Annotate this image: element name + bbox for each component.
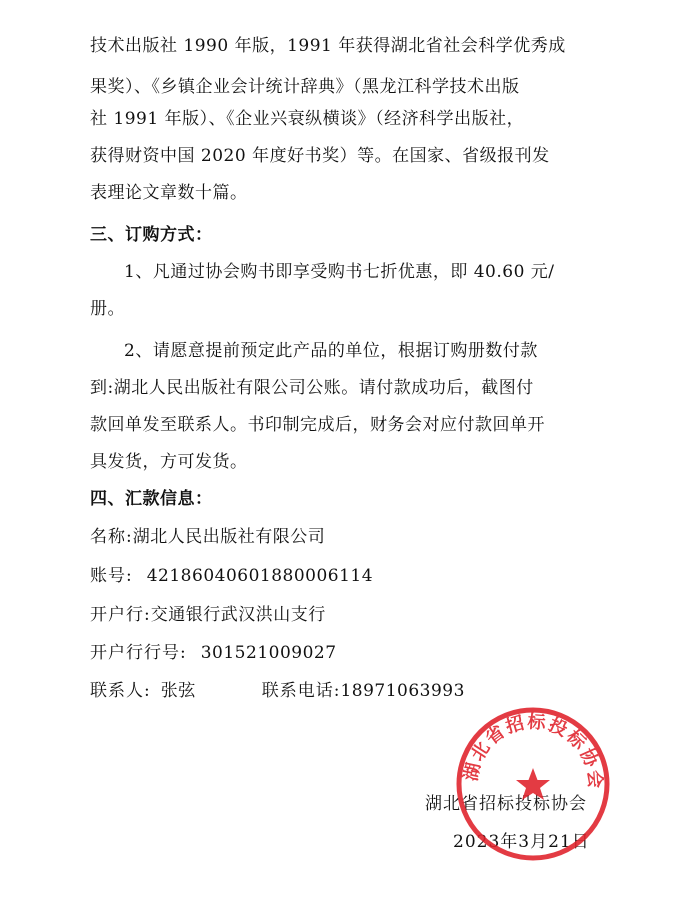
bank-value: 交通银行武汉洪山支行 xyxy=(150,605,326,625)
section4-heading: 四、汇款信息： xyxy=(90,489,213,509)
order-item2-line: 2、请愿意提前预定此产品的单位，根据订购册数付款 xyxy=(124,341,538,361)
phone-label: 联系电话: xyxy=(261,681,341,701)
contact-label: 联系人: xyxy=(90,681,151,701)
payee-name-label: 名称: xyxy=(90,527,133,547)
paragraph-line: 表理论文章数十篇。 xyxy=(90,183,248,203)
signature-date: 2023年3月21日 xyxy=(453,832,590,852)
payee-name-value: 湖北人民出版社有限公司 xyxy=(132,527,326,547)
bank-code-value: 301521009027 xyxy=(200,643,337,663)
official-seal-icon xyxy=(453,704,613,864)
seal-star-icon xyxy=(516,768,550,800)
signature-org: 湖北省招标投标协会 xyxy=(425,794,587,814)
seal-text: 湖北省招标投标协会 xyxy=(460,711,606,791)
contact-value: 张弦 xyxy=(160,681,196,701)
paragraph-line: 技术出版社 1990 年版，1991 年获得湖北省社会科学优秀成 xyxy=(90,36,566,56)
order-item1-line: 册。 xyxy=(90,299,125,319)
contact-row xyxy=(90,679,610,703)
account-row xyxy=(90,564,610,588)
section3-heading: 三、订购方式： xyxy=(90,225,213,245)
account-value: 42186040601880006114 xyxy=(146,566,374,586)
paragraph-line: 获得财资中国 2020 年度好书奖）等。在国家、省级报刊发 xyxy=(90,146,550,166)
order-item2-line: 款回单发至联系人。书印制完成后，财务会对应付款回单开 xyxy=(90,415,545,435)
paragraph-line: 果奖）、《乡镇企业会计统计辞典》（黑龙江科学技术出版 xyxy=(90,77,520,97)
bank-code-label: 开户行行号: xyxy=(90,643,187,663)
order-item1-line: 1、凡通过协会购书即享受购书七折优惠，即 40.60 元/ xyxy=(124,262,555,282)
order-item2-line: 到:湖北人民出版社有限公司公账。请付款成功后，截图付 xyxy=(90,378,534,398)
bank-row xyxy=(90,603,610,627)
bank-code-row xyxy=(90,641,610,665)
phone-value: 18971063993 xyxy=(340,681,465,701)
payee-name-row xyxy=(90,525,610,549)
paragraph-line: 社 1991 年版）、《企业兴衰纵横谈》（经济科学出版社， xyxy=(90,109,525,129)
account-label: 账号: xyxy=(90,566,133,586)
bank-label: 开户行: xyxy=(90,605,151,625)
order-item2-line: 具发货，方可发货。 xyxy=(90,452,248,472)
